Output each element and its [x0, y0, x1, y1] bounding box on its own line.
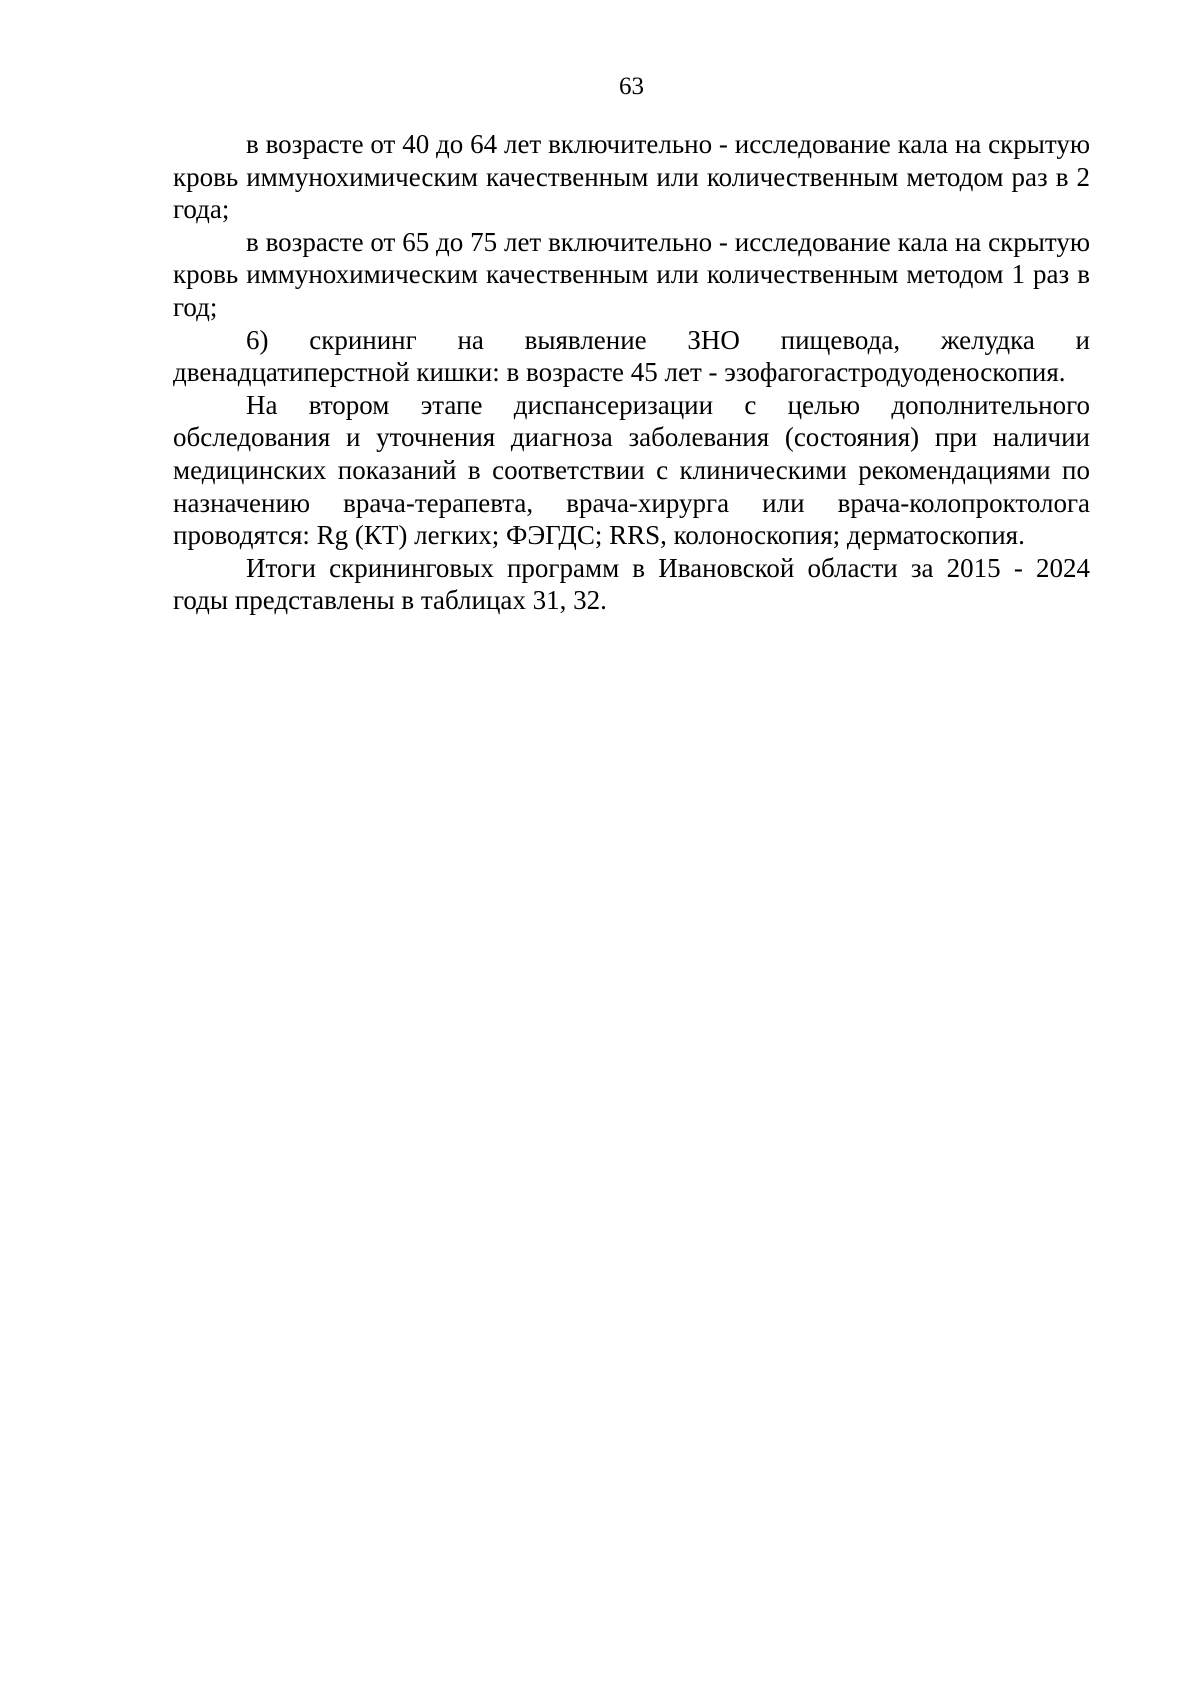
paragraph-esophagus-screening: 6) скрининг на выявление ЗНО пищевода, желудка и двенадцатиперстной кишки: в возрасте 45 лет - эзофагогастродуоденоскопия. — [173, 324, 1090, 388]
document-body — [173, 128, 1090, 617]
paragraph-fecal-test-65-75: в возрасте от 65 до 75 лет включительно - исследование кала на скрытую кровь иммунохимическим качественным или количественным методом 1 раз в год; — [173, 226, 1090, 322]
paragraph-screening-results: Итоги скрининговых программ в Ивановской области за 2015 - 2024 годы представлены в таблицах 31, 32. — [173, 552, 1090, 616]
paragraph-second-stage: На втором этапе диспансеризации с целью дополнительного обследования и уточнения диагноза заболевания (состояния) при наличии медицинских показаний в соответствии с клиническими рекомендациями по назначению врача-терапевта, врача-хирурга или врача-колопроктолога проводятся: Rg (КТ) легких; ФЭГДС; RRS, колоноскопия; дерматоскопия. — [173, 389, 1090, 551]
paragraph-fecal-test-40-64: в возрасте от 40 до 64 лет включительно - исследование кала на скрытую кровь иммунохимическим качественным или количественным методом раз в 2 года; — [173, 129, 1090, 225]
page-number: 63 — [619, 73, 644, 100]
